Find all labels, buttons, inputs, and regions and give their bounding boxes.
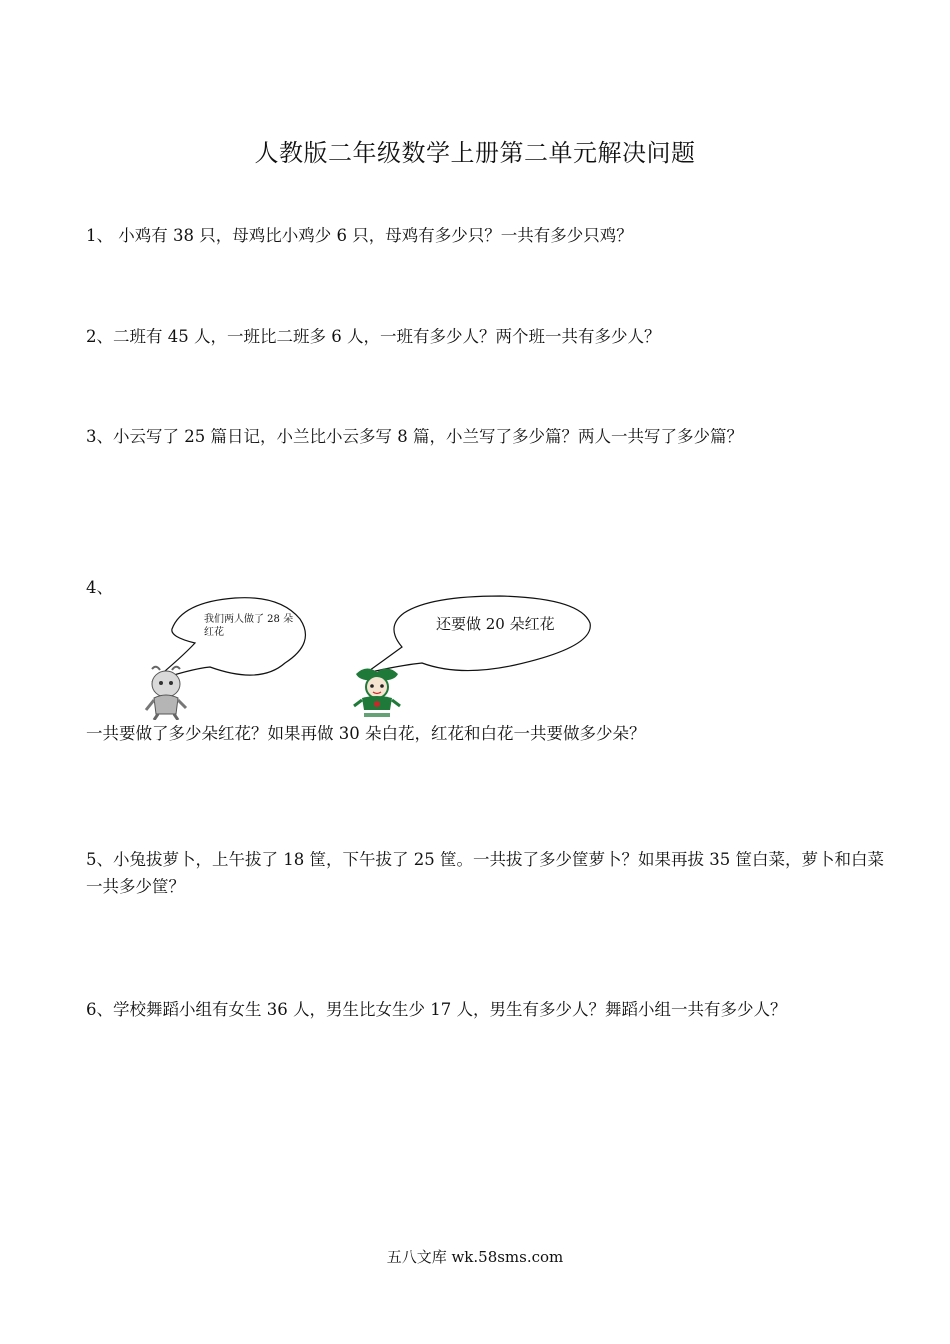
question-4-number: 4、 bbox=[86, 578, 113, 597]
footer-watermark: 五八文库 wk.58sms.com bbox=[386, 1248, 564, 1266]
speech-bubble-right-text: 还要做 20 朵红花 bbox=[436, 615, 555, 633]
mascot-right-image bbox=[350, 664, 404, 720]
question-1: 1、 小鸡有 38 只，母鸡比小鸡少 6 只，母鸡有多少只？一共有多少只鸡？ bbox=[86, 226, 633, 245]
page-title: 人教版二年级数学上册第二单元解决问题 bbox=[254, 139, 696, 167]
mascot-left-image bbox=[142, 664, 190, 720]
question-4: 一共要做了多少朵红花？如果再做 30 朵白花，红花和白花一共要做多少朵？ bbox=[86, 724, 646, 743]
question-2: 2、二班有 45 人，一班比二班多 6 人，一班有多少人？两个班一共有多少人？ bbox=[86, 327, 661, 346]
question-5: 5、小兔拔萝卜，上午拔了 18 筐，下午拔了 25 筐。一共拔了多少筐萝卜？如果再拔 35 筐白菜，萝卜和白菜一共多少筐？ bbox=[86, 850, 884, 896]
question-3: 3、小云写了 25 篇日记，小兰比小云多写 8 篇，小兰写了多少篇？两人一共写了多少篇？ bbox=[86, 427, 743, 446]
speech-bubble-left-text: 我们两人做了 28 朵红花 bbox=[204, 614, 294, 638]
question-6: 6、学校舞蹈小组有女生 36 人，男生比女生少 17 人，男生有多少人？舞蹈小组一共有多少人？ bbox=[86, 1000, 787, 1019]
